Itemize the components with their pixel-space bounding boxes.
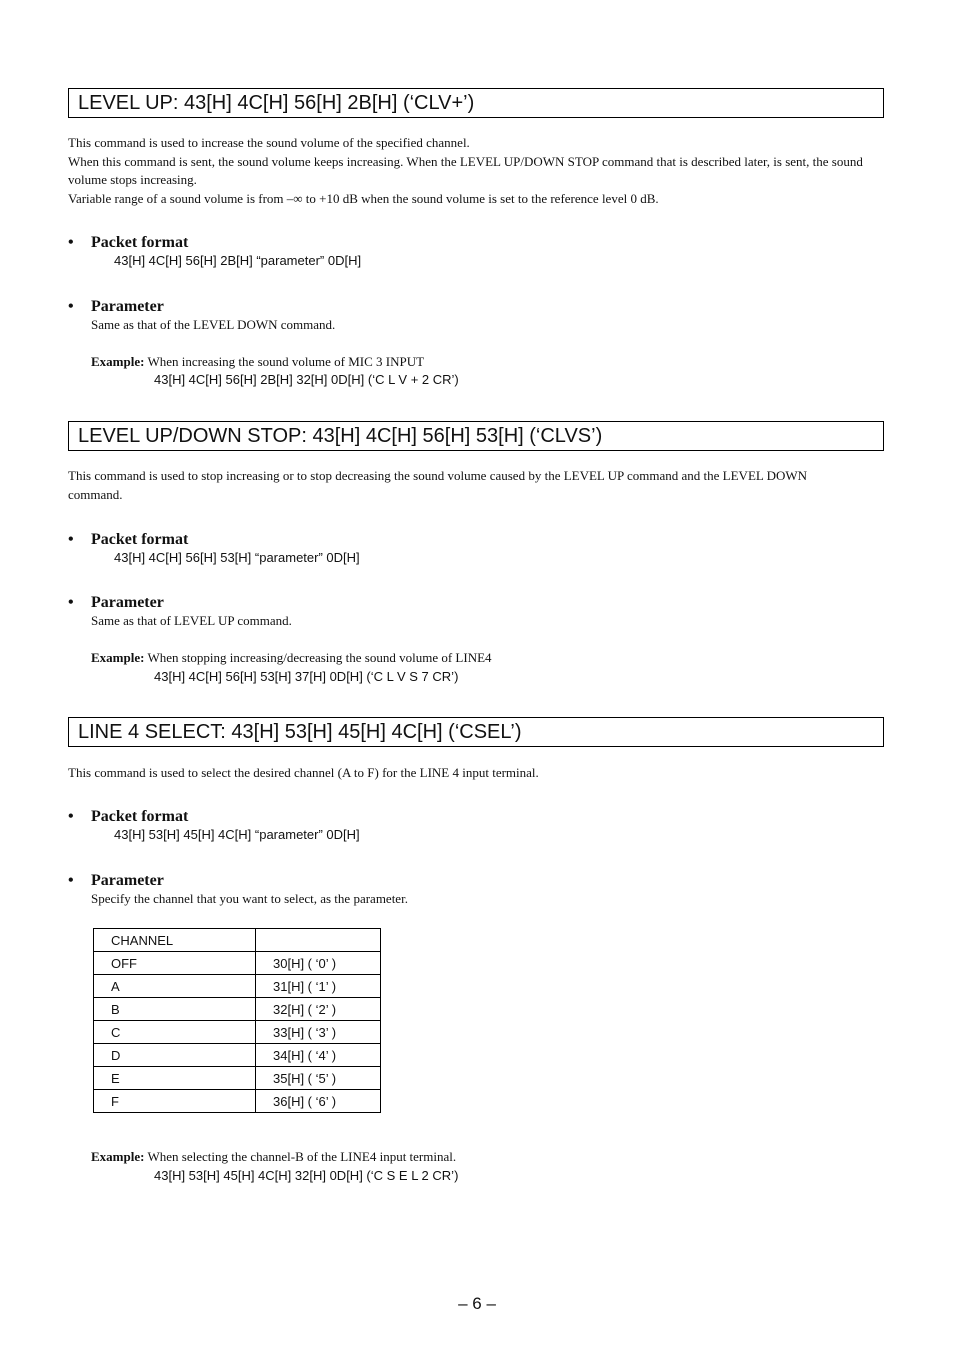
heading-label: Parameter [91, 872, 164, 889]
section-description [68, 467, 858, 504]
example-label: Example: [91, 650, 145, 665]
code-cell: 34[H] ( ‘4’ ) [256, 1044, 381, 1067]
channel-cell: D [94, 1044, 256, 1067]
description-line: This command is used to increase the sound volume of the specified channel. [68, 135, 470, 150]
description-line: When this command is sent, the sound volume keeps increasing. When the LEVEL UP/DOWN STOP command that is described later, is sent, the sound volume stops increasing. [68, 153, 863, 187]
channel-cell: F [94, 1090, 256, 1113]
bullet-icon: • [68, 234, 74, 251]
example-line [91, 1149, 456, 1165]
packet-format-heading [68, 808, 188, 826]
table-row [94, 1021, 381, 1044]
packet-format-code: 43[H] 4C[H] 56[H] 2B[H] “parameter” 0D[H] [114, 253, 362, 268]
bullet-icon: • [68, 298, 74, 315]
heading-label: Parameter [91, 298, 164, 315]
parameter-text: Same as that of the LEVEL DOWN command. [91, 317, 336, 332]
parameter-text: Specify the channel that you want to select, as the parameter. [91, 891, 408, 906]
parameter-heading [68, 298, 164, 316]
bullet-icon: • [68, 872, 74, 889]
packet-format-code: 43[H] 53[H] 45[H] 4C[H] “parameter” 0D[H] [114, 827, 360, 842]
table-row [94, 1090, 381, 1113]
page-number: – 6 – [458, 1294, 496, 1313]
example-code: 43[H] 4C[H] 56[H] 2B[H] 32[H] 0D[H] (‘C L V + 2 CR’) [154, 372, 459, 387]
example-text: When stopping increasing/decreasing the sound volume of LINE4 [147, 650, 492, 665]
code-cell: 33[H] ( ‘3’ ) [256, 1021, 381, 1044]
table-row [94, 998, 381, 1021]
heading-label: Parameter [91, 594, 164, 611]
section-title-line4-select: LINE 4 SELECT: 43[H] 53[H] 45[H] 4C[H] (‘CSEL’) [68, 717, 884, 747]
channel-cell: C [94, 1021, 256, 1044]
heading-label: Packet format [91, 531, 189, 548]
example-code: 43[H] 53[H] 45[H] 4C[H] 32[H] 0D[H] (‘C S E L 2 CR’) [154, 1168, 459, 1183]
example-line [91, 650, 492, 666]
description-line: This command is used to select the desired channel (A to F) for the LINE 4 input terminal. [68, 765, 539, 780]
channel-cell: A [94, 975, 256, 998]
example-text: When increasing the sound volume of MIC 3 INPUT [147, 354, 425, 369]
packet-format-heading [68, 234, 188, 252]
table-header-cell [256, 929, 381, 952]
channel-cell: B [94, 998, 256, 1021]
section-title-level-up: LEVEL UP: 43[H] 4C[H] 56[H] 2B[H] (‘CLV+’) [68, 88, 884, 118]
description-line: Variable range of a sound volume is from –∞ to +10 dB when the sound volume is set to the reference level 0 dB. [68, 190, 659, 206]
table-header-row [94, 929, 381, 952]
example-label: Example: [91, 354, 145, 369]
example-code: 43[H] 4C[H] 56[H] 53[H] 37[H] 0D[H] (‘C L V S 7 CR’) [154, 669, 459, 684]
table-header-cell: CHANNEL [94, 929, 256, 952]
channel-cell: OFF [94, 952, 256, 975]
code-cell: 32[H] ( ‘2’ ) [256, 998, 381, 1021]
description-line: This command is used to stop increasing or to stop decreasing the sound volume caused by the LEVEL UP command and the LEVEL DOWN command. [68, 468, 808, 502]
bullet-icon: • [68, 808, 74, 825]
table-row [94, 975, 381, 998]
packet-format-heading [68, 531, 188, 549]
bullet-icon: • [68, 594, 74, 611]
example-text: When selecting the channel-B of the LINE4 input terminal. [147, 1149, 457, 1164]
code-cell: 31[H] ( ‘1’ ) [256, 975, 381, 998]
code-cell: 35[H] ( ‘5’ ) [256, 1067, 381, 1090]
channel-table [93, 928, 381, 1113]
table-row [94, 1067, 381, 1090]
table-row [94, 1044, 381, 1067]
parameter-heading [68, 872, 164, 890]
parameter-text: Same as that of LEVEL UP command. [91, 613, 292, 628]
example-line [91, 354, 424, 370]
code-cell: 36[H] ( ‘6’ ) [256, 1090, 381, 1113]
bullet-icon: • [68, 531, 74, 548]
heading-label: Packet format [91, 234, 189, 251]
table-row [94, 952, 381, 975]
heading-label: Packet format [91, 808, 189, 825]
parameter-heading [68, 594, 164, 612]
section-title-level-stop: LEVEL UP/DOWN STOP: 43[H] 4C[H] 56[H] 53[H] (‘CLVS’) [68, 421, 884, 451]
channel-cell: E [94, 1067, 256, 1090]
code-cell: 30[H] ( ‘0’ ) [256, 952, 381, 975]
section-description [68, 134, 868, 208]
section-description [68, 764, 868, 783]
example-label: Example: [91, 1149, 145, 1164]
packet-format-code: 43[H] 4C[H] 56[H] 53[H] “parameter” 0D[H] [114, 550, 360, 565]
